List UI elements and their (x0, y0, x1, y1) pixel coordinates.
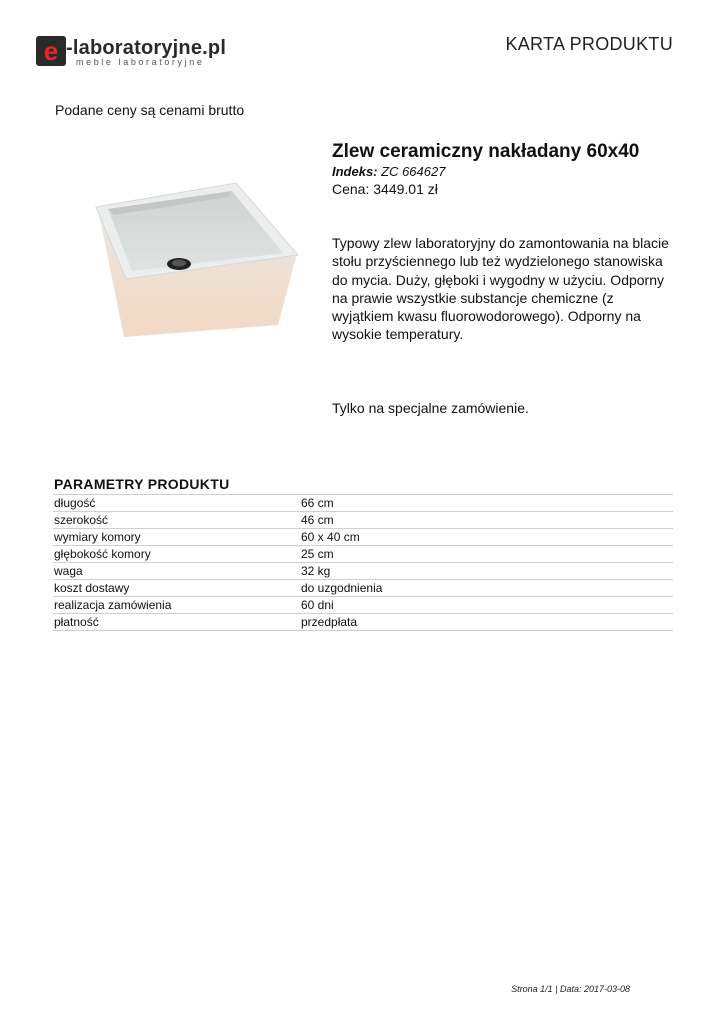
table-row (53, 580, 673, 597)
product-image (90, 175, 305, 345)
special-order-note: Tylko na specjalne zamówienie. (332, 400, 529, 416)
document-title: KARTA PRODUKTU (505, 34, 673, 54)
param-value: 66 cm (301, 496, 334, 510)
param-key: koszt dostawy (54, 581, 130, 595)
product-name: Zlew ceramiczny nakładany 60x40 (332, 141, 640, 162)
param-key: płatność (54, 615, 99, 629)
param-key: głębokość komory (54, 547, 151, 561)
table-row (53, 546, 673, 563)
page-footer: Strona 1/1 | Data: 2017-03-08 (511, 984, 630, 994)
logo-subtext: meble laboratoryjne (76, 57, 205, 67)
table-row (53, 563, 673, 580)
param-value: 25 cm (301, 547, 334, 561)
product-price (332, 181, 438, 197)
param-key: długość (54, 496, 96, 510)
logo-mark (36, 36, 66, 66)
param-value: do uzgodnienia (301, 581, 383, 595)
logo-text: -laboratoryjne.pl (66, 37, 227, 59)
params-title: PARAMETRY PRODUKTU (54, 476, 230, 492)
param-value: 32 kg (301, 564, 331, 578)
product-description: Typowy zlew laboratoryjny do zamontowania na blacie stołu przyściennego lub też wydzielonego stanowiska do mycia. Duży, głęboki i wygodny w użyciu. Odporny na prawie wszystkie substancje chemiczne (z wyjątkiem kwasu fluorowodorowego). Odporny na wysokie temperatury. (332, 235, 669, 343)
param-key: realizacja zamówienia (54, 598, 172, 612)
table-row (53, 614, 673, 631)
param-value: przedpłata (301, 615, 358, 629)
params-table (53, 494, 673, 631)
table-row (53, 495, 673, 512)
param-key: waga (54, 564, 83, 578)
price-value: 3449.01 zł (373, 181, 438, 197)
param-value: 46 cm (301, 513, 334, 527)
param-value: 60 dni (301, 598, 334, 612)
product-index (332, 164, 445, 179)
index-value: ZC 664627 (381, 164, 446, 179)
price-note: Podane ceny są cenami brutto (55, 102, 245, 118)
param-key: szerokość (54, 513, 109, 527)
index-label: Indeks: (332, 164, 378, 179)
site-logo[interactable] (36, 36, 227, 72)
table-row (53, 512, 673, 529)
param-key: wymiary komory (54, 530, 141, 544)
logo-letter: e (43, 36, 59, 66)
param-value: 60 x 40 cm (301, 530, 360, 544)
price-label: Cena: (332, 181, 370, 197)
table-row (53, 597, 673, 614)
table-row (53, 529, 673, 546)
